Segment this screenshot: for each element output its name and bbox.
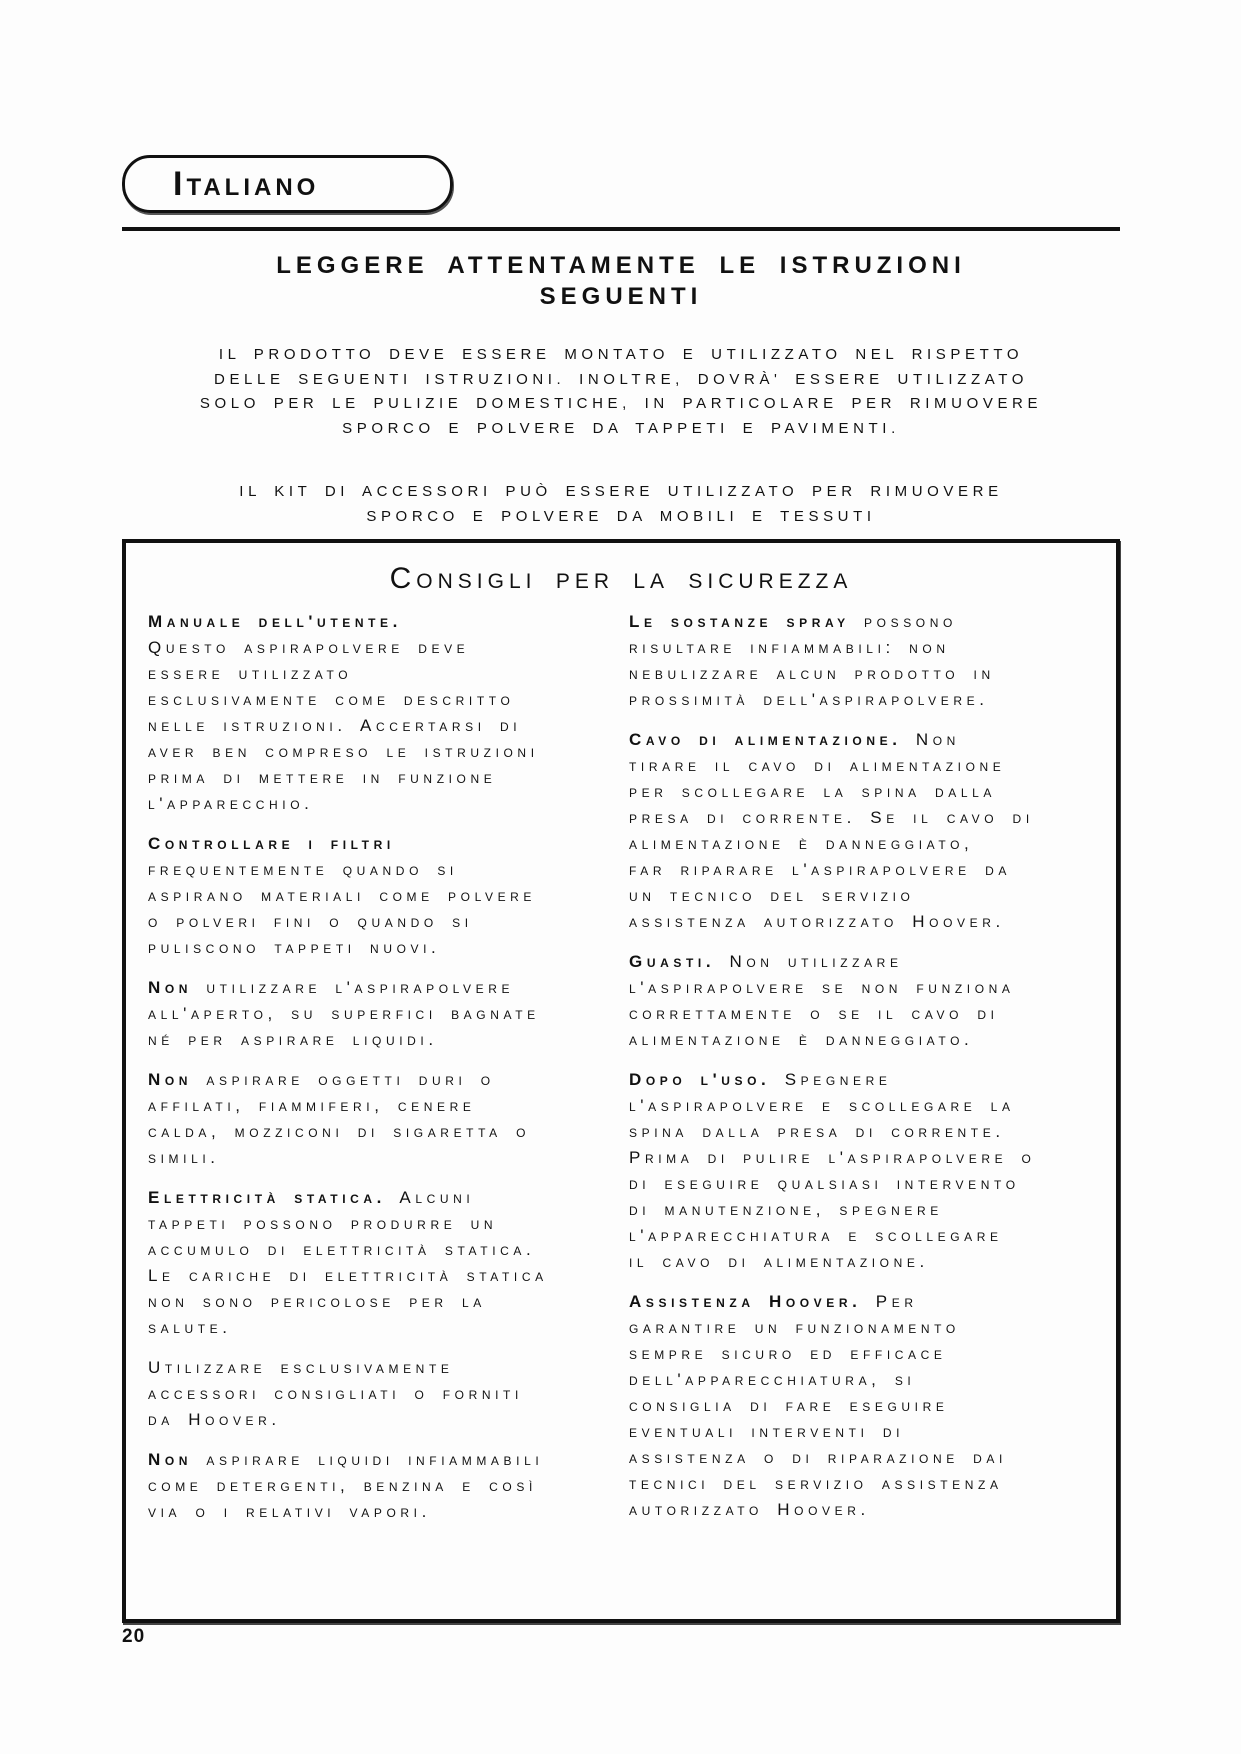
safety-line-bold-lead: Le sostanze spray <box>629 612 850 631</box>
safety-line-text: esclusivamente come descritto <box>148 690 515 709</box>
safety-line <box>629 1445 1099 1471</box>
safety-line <box>629 1315 1099 1341</box>
safety-line-text: far riparare l'aspirapolvere da <box>629 860 1011 879</box>
safety-line <box>148 1263 618 1289</box>
safety-line <box>148 1381 618 1407</box>
safety-paragraph <box>148 609 618 817</box>
safety-line-text: Questo aspirapolvere deve <box>148 638 470 657</box>
safety-left-column <box>148 609 618 1539</box>
safety-line-text: da Hoover. <box>148 1410 281 1429</box>
safety-line-bold-lead: Non <box>148 978 193 997</box>
safety-line <box>629 1419 1099 1445</box>
safety-line-text: non sono pericolose per la <box>148 1292 486 1311</box>
safety-line-text: di eseguire qualsiasi intervento <box>629 1174 1020 1193</box>
safety-line <box>629 779 1099 805</box>
safety-line-text: Per <box>861 1292 918 1311</box>
safety-line <box>629 1249 1099 1275</box>
safety-line-text: eventuali interventi di <box>629 1422 905 1441</box>
safety-line <box>629 883 1099 909</box>
safety-line-text: affilati, fiammiferi, cenere <box>148 1096 476 1115</box>
safety-line <box>148 975 618 1001</box>
page-heading-line: SEGUENTI <box>539 283 703 310</box>
safety-line-text: possono <box>849 612 957 631</box>
safety-line-text: aspirare oggetti duri o <box>192 1070 495 1089</box>
intro-line: DELLE SEGUENTI ISTRUZIONI. INOLTRE, DOVRÀ' ESSERE UTILIZZATO <box>214 370 1028 388</box>
safety-line-text: correttamente o se il cavo di <box>629 1004 999 1023</box>
safety-line <box>629 1497 1099 1523</box>
safety-paragraph <box>148 1185 618 1341</box>
safety-paragraph <box>629 1067 1099 1275</box>
safety-line-text: accessori consigliati o forniti <box>148 1384 523 1403</box>
intro-line: IL KIT DI ACCESSORI PUÒ ESSERE UTILIZZATO PER RIMUOVERE <box>239 483 1003 500</box>
page-heading <box>122 250 1120 312</box>
safety-line <box>148 609 618 635</box>
intro-line: SOLO PER LE PULIZIE DOMESTICHE, IN PARTICOLARE PER RIMUOVERE <box>199 395 1043 412</box>
safety-paragraph <box>629 609 1099 713</box>
safety-line-bold-lead: Guasti. <box>629 952 716 971</box>
safety-line <box>629 727 1099 753</box>
safety-box-title: Consigli per la sicurezza <box>389 562 853 595</box>
safety-line <box>629 609 1099 635</box>
safety-line-text: come detergenti, benzina e così <box>148 1476 537 1495</box>
safety-line <box>629 949 1099 975</box>
page-number: 20 <box>122 1626 146 1647</box>
safety-line <box>629 1093 1099 1119</box>
safety-line <box>629 1471 1099 1497</box>
safety-line <box>148 713 618 739</box>
safety-line-text: essere utilizzato <box>148 664 353 683</box>
safety-line-bold-lead: Controllare i filtri <box>148 834 395 853</box>
safety-line-text: aver ben compreso le istruzioni <box>148 742 539 761</box>
safety-paragraph <box>148 1355 618 1433</box>
section-language-label: Italiano <box>173 165 320 203</box>
safety-line <box>148 1407 618 1433</box>
safety-line-text: Spegnere <box>770 1070 892 1089</box>
safety-line <box>148 1315 618 1341</box>
safety-line-text: frequentemente quando si <box>148 860 458 879</box>
safety-line <box>629 1027 1099 1053</box>
safety-line <box>148 661 618 687</box>
safety-line-text: nebulizzare alcun prodotto in <box>629 664 995 683</box>
safety-line-text: alimentazione è danneggiato. <box>629 1030 974 1049</box>
safety-line-text: per scollegare la spina dalla <box>629 782 997 801</box>
safety-line-text: via o i relativi vapori. <box>148 1502 431 1521</box>
safety-line <box>629 1393 1099 1419</box>
safety-line-bold-lead: Elettricità statica. <box>148 1188 386 1207</box>
safety-paragraph <box>148 831 618 961</box>
safety-line-text: garantire un funzionamento <box>629 1318 960 1337</box>
safety-line-text: dell'apparecchiatura, si <box>629 1370 916 1389</box>
safety-line-text: un tecnico del servizio <box>629 886 915 905</box>
safety-advice-box <box>122 539 1120 1623</box>
safety-line <box>629 1001 1099 1027</box>
safety-line-text: sempre sicuro ed efficace <box>629 1344 947 1363</box>
safety-line <box>629 857 1099 883</box>
safety-line <box>148 739 618 765</box>
safety-line <box>629 1197 1099 1223</box>
safety-line <box>148 1145 618 1171</box>
safety-line <box>148 1185 618 1211</box>
safety-line-text: Utilizzare esclusivamente <box>148 1358 454 1377</box>
safety-line-text: autorizzato Hoover. <box>629 1500 870 1519</box>
intro-line: SPORCO E POLVERE DA MOBILI E TESSUTI <box>366 507 876 525</box>
safety-line <box>629 753 1099 779</box>
safety-line-text: l'apparecchiatura e scollegare <box>629 1226 1003 1245</box>
header-divider <box>122 227 1120 231</box>
safety-line-text: Le cariche di elettricità statica <box>148 1266 548 1285</box>
safety-line <box>148 1447 618 1473</box>
safety-line-text: aspirano materiali come polvere <box>148 886 537 905</box>
safety-line <box>148 1119 618 1145</box>
safety-line <box>629 661 1099 687</box>
safety-paragraph <box>148 975 618 1053</box>
safety-line-text: tirare il cavo di alimentazione <box>629 756 1006 775</box>
safety-line-bold-lead: Non <box>148 1070 193 1089</box>
intro-line: SPORCO E POLVERE DA TAPPETI E PAVIMENTI. <box>342 419 900 437</box>
safety-line <box>148 687 618 713</box>
safety-paragraph <box>148 1447 618 1525</box>
safety-line-text: aspirare liquidi infiammabili <box>192 1450 544 1469</box>
safety-line <box>629 831 1099 857</box>
safety-line <box>148 883 618 909</box>
section-language-tab <box>122 155 453 213</box>
safety-line-text: spina dalla presa di corrente. <box>629 1122 1005 1141</box>
safety-line <box>148 1001 618 1027</box>
safety-line <box>629 1145 1099 1171</box>
safety-line-text: puliscono tappeti nuovi. <box>148 938 441 957</box>
safety-line-text: utilizzare l'aspirapolvere <box>192 978 515 997</box>
safety-line <box>148 1027 618 1053</box>
safety-line <box>629 1289 1099 1315</box>
page-heading-line: LEGGERE ATTENTAMENTE LE ISTRUZIONI <box>276 252 966 279</box>
safety-line-text: assistenza o di riparazione dai <box>629 1448 1007 1467</box>
safety-line <box>148 909 618 935</box>
safety-line <box>148 1237 618 1263</box>
safety-line-text: prima di mettere in funzione <box>148 768 497 787</box>
safety-line-text: presa di corrente. Se il cavo di <box>629 808 1034 827</box>
safety-line <box>629 805 1099 831</box>
safety-line <box>629 635 1099 661</box>
safety-line-bold-lead: Manuale dell'utente. <box>148 612 402 631</box>
safety-line <box>148 1093 618 1119</box>
safety-line <box>148 791 618 817</box>
safety-line-bold-lead: Cavo di alimentazione. <box>629 730 902 749</box>
safety-line-text: Non <box>901 730 960 749</box>
safety-line <box>148 1067 618 1093</box>
safety-line <box>629 1223 1099 1249</box>
safety-line-text: salute. <box>148 1318 232 1337</box>
safety-line-text: consiglia di fare eseguire <box>629 1396 949 1415</box>
safety-line <box>629 1067 1099 1093</box>
safety-line-text: all'aperto, su superfici bagnate <box>148 1004 540 1023</box>
safety-paragraph <box>629 949 1099 1053</box>
safety-line-text: tecnici del servizio assistenza <box>629 1474 1003 1493</box>
safety-line <box>148 1473 618 1499</box>
safety-line <box>629 1171 1099 1197</box>
safety-paragraph <box>629 1289 1099 1523</box>
safety-line-text: nelle istruzioni. Accertarsi di <box>148 716 522 735</box>
intro-paragraph-usage <box>122 343 1120 441</box>
safety-line-bold-lead: Assistenza Hoover. <box>629 1292 862 1311</box>
safety-line <box>148 831 618 857</box>
safety-line-text: simili. <box>148 1148 220 1167</box>
safety-right-column <box>629 609 1099 1537</box>
safety-line <box>629 1341 1099 1367</box>
safety-line-text: Alcuni <box>386 1188 475 1207</box>
safety-line-text: di manutenzione, spegnere <box>629 1200 943 1219</box>
safety-line-text: accumulo di elettricità statica. <box>148 1240 536 1259</box>
safety-line <box>148 1499 618 1525</box>
safety-line-bold-lead: Non <box>148 1450 193 1469</box>
safety-line <box>629 1367 1099 1393</box>
safety-line <box>629 909 1099 935</box>
safety-line <box>629 687 1099 713</box>
safety-paragraph <box>629 727 1099 935</box>
safety-line-text: assistenza autorizzato Hoover. <box>629 912 1005 931</box>
intro-paragraph-accessories <box>122 480 1120 529</box>
safety-line-text: l'aspirapolvere se non funziona <box>629 978 1015 997</box>
safety-line-bold-lead: Dopo l'uso. <box>629 1070 771 1089</box>
safety-line <box>148 935 618 961</box>
safety-line <box>148 857 618 883</box>
safety-line <box>148 765 618 791</box>
safety-line-text: alimentazione è danneggiato, <box>629 834 974 853</box>
safety-line <box>629 1119 1099 1145</box>
safety-line-text: Prima di pulire l'aspirapolvere o <box>629 1148 1036 1167</box>
safety-line-text: il cavo di alimentazione. <box>629 1252 929 1271</box>
safety-line-text: né per aspirare liquidi. <box>148 1030 438 1049</box>
safety-line-text: l'apparecchio. <box>148 794 314 813</box>
safety-line <box>148 635 618 661</box>
safety-line <box>629 975 1099 1001</box>
safety-line-text: calda, mozziconi di sigaretta o <box>148 1122 531 1141</box>
safety-line <box>148 1289 618 1315</box>
safety-line-text: tappeti possono produrre un <box>148 1214 498 1233</box>
safety-line <box>148 1211 618 1237</box>
intro-line: IL PRODOTTO DEVE ESSERE MONTATO E UTILIZZATO NEL RISPETTO <box>218 346 1024 363</box>
safety-line-text: Non utilizzare <box>715 952 903 971</box>
safety-line <box>148 1355 618 1381</box>
safety-line-text: prossimità dell'aspirapolvere. <box>629 690 989 709</box>
safety-line-text: risultare infiammabili: non <box>629 638 950 657</box>
safety-line-text: o polveri fini o quando si <box>148 912 473 931</box>
safety-line-text: l'aspirapolvere e scollegare la <box>629 1096 1015 1115</box>
safety-paragraph <box>148 1067 618 1171</box>
